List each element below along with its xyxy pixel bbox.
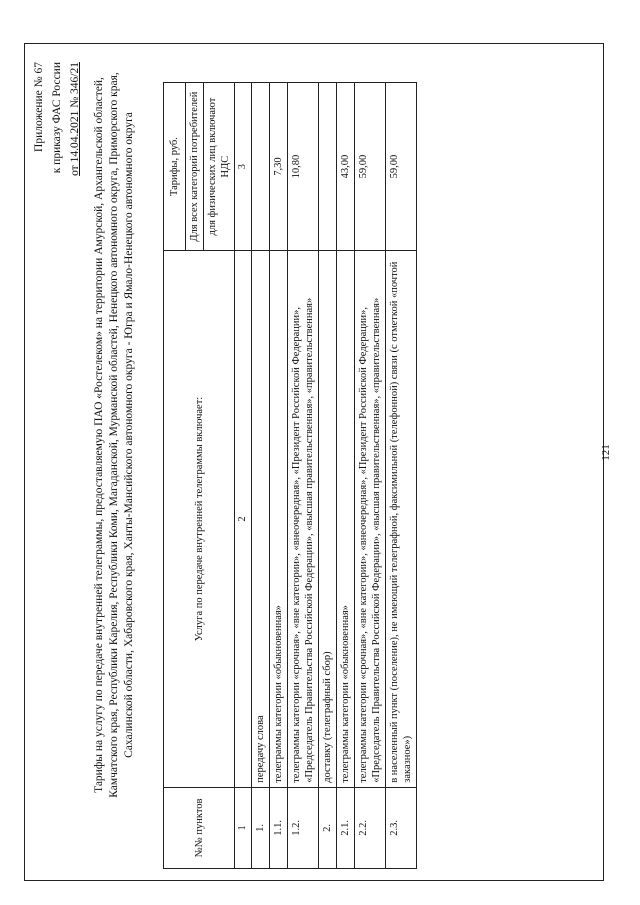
header-service: Услуга по передаче внутренней телеграммы включает: xyxy=(164,251,235,788)
table-row xyxy=(252,83,270,869)
appendix-block xyxy=(30,62,84,176)
row-value xyxy=(319,83,337,251)
table-row xyxy=(319,83,337,869)
row-service: телеграммы категории «срочная», «вне категории», «внеочередная», «Президент Российской Федерации», «Председатель Правительства Российской Федерации», «высшая правительственная», «правительственная» xyxy=(355,251,386,788)
row-value: 43,00 xyxy=(337,83,355,251)
appendix-date: от 14.04.2021 № 346/21 xyxy=(69,62,81,176)
document-heading: Тарифы на услугу по передаче внутренней телеграммы, предоставляемую ПАО «Ростелеком» на территории Амурской, Архангельской областей, Камчатского края, Республики Карелия, Республики Коми, Магаданской, Мурманской областей, Ненецкого автономного округа, Приморского края, Сахалинской области, Хабаровского края, Ханты-Мансийского автономного округа - Югра и Ямало-Ненецкого автономного округа xyxy=(93,72,135,798)
row-value xyxy=(252,83,270,251)
row-value: 59,00 xyxy=(355,83,386,251)
row-num: 1.1. xyxy=(270,787,288,868)
row-value: 59,00 xyxy=(386,83,417,251)
row-service: телеграммы категории «срочная», «вне категории», «внеочередная», «Президент Российской Федерации», «Председатель Правительства Российской Федерации», «высшая правительственная», «правительственная» xyxy=(288,251,319,788)
row-value: 7,30 xyxy=(270,83,288,251)
row-num: 1. xyxy=(252,787,270,868)
table-row xyxy=(337,83,355,869)
table-row xyxy=(288,83,319,869)
page-number: 121 xyxy=(600,444,612,461)
header-tariffs: Тарифы, руб. xyxy=(164,83,186,251)
row-num: 1.2. xyxy=(288,787,319,868)
row-service: телеграммы категории «обыкновенная» xyxy=(270,251,288,788)
header-num: №№ пунктов xyxy=(164,787,235,868)
table-row xyxy=(270,83,288,869)
appendix-order: к приказу ФАС России xyxy=(51,62,63,174)
index-cell: 1 xyxy=(235,787,252,868)
tariff-table xyxy=(163,82,417,869)
row-num: 2.2. xyxy=(355,787,386,868)
column-index-row xyxy=(235,83,252,869)
table-row xyxy=(386,83,417,869)
row-service: телеграммы категории «обыкновенная» xyxy=(337,251,355,788)
header-vat-note: для физических лиц включают НДС xyxy=(204,83,235,251)
row-value: 10,80 xyxy=(288,83,319,251)
index-cell: 2 xyxy=(235,251,252,788)
row-service: в населенный пункт (поселение), не имеющий телеграфной, факсимильной (телефонной) связи (с отметкой «почтой заказное») xyxy=(386,251,417,788)
row-service: передачу слова xyxy=(252,251,270,788)
index-cell: 3 xyxy=(235,83,252,251)
row-num: 2.3. xyxy=(386,787,417,868)
table-row xyxy=(355,83,386,869)
row-service: доставку (телеграфный сбор) xyxy=(319,251,337,788)
row-num: 2.1. xyxy=(337,787,355,868)
appendix-title: Приложение № 67 xyxy=(33,62,45,152)
row-num: 2. xyxy=(319,787,337,868)
header-all-categories: Для всех категорий потребителей xyxy=(186,83,204,251)
